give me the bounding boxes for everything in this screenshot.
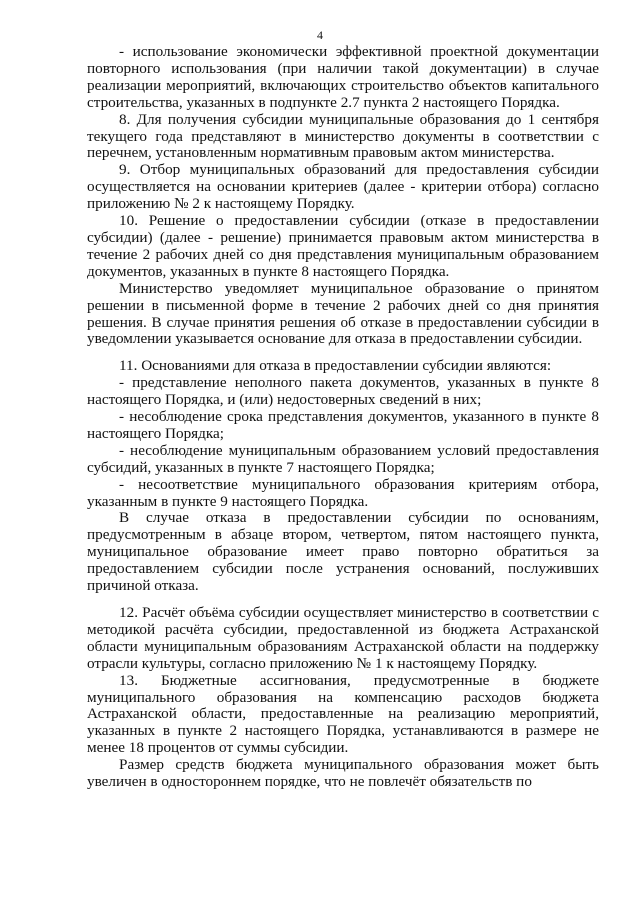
list-item-deadline: - несоблюдение срока представления документов, указанного в пункте 8 настоящего Порядка; (87, 408, 599, 442)
paragraph-item-12: 12. Расчёт объёма субсидии осуществляет министерство в соответствии с методикой расчёта субсидии, предоставленной из бюджета Астраханской области муниципальным образованиям Астраханской области на поддержку отрасли культуры, согласно приложению № 1 к настоящему Порядку. (87, 604, 599, 672)
paragraph-item-11: 11. Основаниями для отказа в предоставлении субсидии являются: (119, 357, 552, 375)
paragraph-item-8: 8. Для получения субсидии муниципальные образования до 1 сентября текущего года представляют в министерство документы в соответствии с перечнем, установленным нормативным правовым актом министерства. (87, 110, 599, 162)
list-item-conditions: - несоблюдение муниципальным образованием условий предоставления субсидий, указанных в пункте 7 настоящего Порядка; (87, 441, 599, 476)
paragraph-notification: Министерство уведомляет муниципальное образование о принятом решении в письменной форме в течение 2 рабочих дней со дня принятия решения. В случае принятия решения об отказе в предоставлении субсидии в уведомлении указывается основание для отказа в предоставлении субсидии. (87, 279, 599, 348)
paragraph-item-13: 13. Бюджетные ассигнования, предусмотренные в бюджете муниципального образования на компенсацию расходов бюджета Астраханской области, предоставленные на реализацию мероприятий, указанных в пункте 2 настоящего Порядка, устанавливаются в размере не менее 18 процентов от суммы субсидии. (87, 671, 599, 757)
document-body (87, 44, 599, 791)
paragraph-item-10: 10. Решение о предоставлении субсидии (отказе в предоставлении субсидии) (далее - решение) принимается правовым актом министерства в течение 2 рабочих дней со дня представления муниципальным образованием документов, указанных в пункте 8 настоящего Порядка. (87, 212, 599, 280)
list-item-criteria: - несоответствие муниципального образования критериям отбора, указанным в пункте 9 настоящего Порядка. (87, 475, 599, 510)
paragraph-item-9: 9. Отбор муниципальных образований для предоставления субсидии осуществляется на основании критериев (далее - критерии отбора) согласно приложению № 2 к настоящему Порядку. (87, 161, 599, 213)
paragraph-budget-increase: Размер средств бюджета муниципального образования может быть увеличен в одностороннем порядке, что не повлечёт обязательств по (87, 756, 599, 791)
page-number: 4 (317, 28, 323, 42)
paragraph-refusal-reapply: В случае отказа в предоставлении субсидии по основаниям, предусмотренным в абзаце втором, четвертом, пятом настоящего пункта, муниципальное образование имеет право повторно обратиться за предоставлением субсидии после устранения оснований, послуживших причиной отказа. (87, 509, 599, 595)
list-item-incomplete-docs: - представление неполного пакета документов, указанных в пункте 8 настоящего Порядка, и (или) недостоверных сведений в них; (87, 374, 599, 409)
paragraph-design-docs: - использование экономически эффективной проектной документации повторного использования (при наличии такой документации) в случае реализации мероприятий, включающих строительство объектов капитального строительства, указанных в подпункте 2.7 пункта 2 настоящего Порядка. (87, 43, 599, 111)
